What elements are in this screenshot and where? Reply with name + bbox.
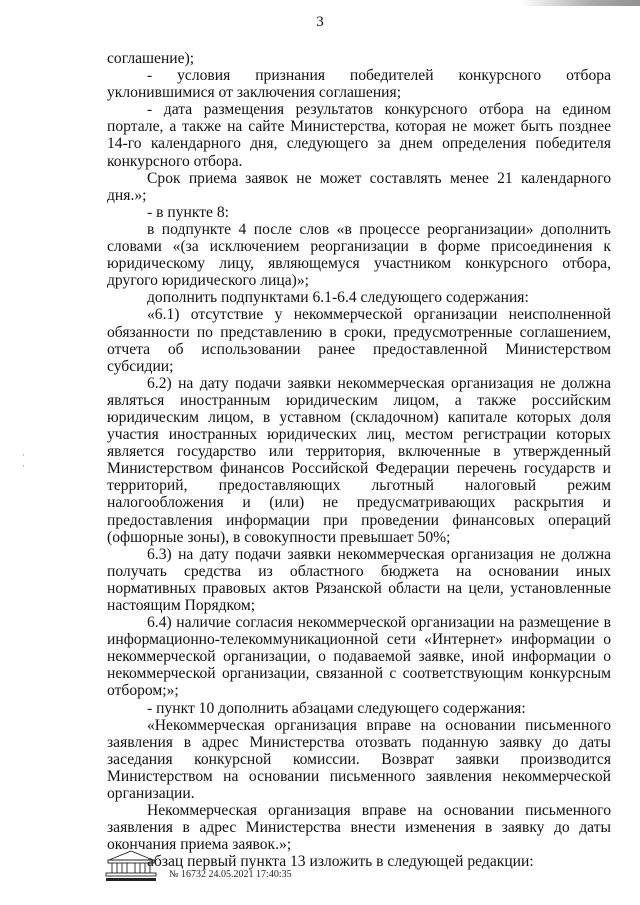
paragraph: Срок приема заявок не может составлять менее 21 календарного дня.»; [107, 169, 611, 204]
paragraph: Некоммерческая организация вправе на основании письменного заявления в адрес Министерства внести изменения в заявку до даты окончания приема заявок.»; [107, 802, 611, 854]
page-number: 3 [316, 14, 324, 30]
paragraph: 6.4) наличие согласия некоммерческой организации на размещение в информационно-телекоммуникационной сети «Интернет» информации о некоммерческой организации, о подаваемой заявке, иной информации о некоммерческой организации, связанной с соответствующим конкурсным отбором;»; [107, 614, 611, 700]
paragraph: «Некоммерческая организация вправе на основании письменного заявления в адрес Министерства отозвать поданную заявку до даты заседания конкурсной комиссии. Возврат заявки производится Министерством на основании письменного заявления некоммерческой организации. [107, 716, 611, 803]
paragraph: - в пункте 8: [147, 203, 229, 221]
paragraph: - условия признания победителей конкурсного отбора уклонившимися от заключения соглашения; [107, 67, 611, 102]
paragraph: в подпункте 4 после слов «в процессе реорганизации» дополнить словами «(за исключением реорганизации в форме присоединения к юридическому лицу, являющемуся участником конкурсного отбора, другого юридического лица)»; [107, 220, 611, 290]
paragraph: дополнить подпунктами 6.1-6.4 следующего содержания: [147, 289, 529, 307]
scan-edge-artifact [520, 0, 640, 6]
paragraph: - пункт 10 дополнить абзацами следующего содержания: [147, 699, 526, 717]
document-body [107, 50, 611, 871]
paragraph: - дата размещения результатов конкурсного отбора на едином портале, а также на сайте Министерства, которая не может быть позднее 14-го календарного дня, следующего за днем определения победителя конкурсного отбора. [107, 101, 611, 170]
footer [103, 848, 363, 884]
scan-speck: · [22, 450, 25, 460]
paragraph: «6.1) отсутствие у некоммерческой организации неисполненной обязанности по представлению в сроки, предусмотренные соглашением, отчета об использовании ранее предоставленной Министерством субсидии; [107, 306, 611, 375]
paragraph: 6.3) на дату подачи заявки некоммерческая организация не должна получать средства из областного бюджета на основании иных нормативных правовых актов Рязанской области на цели, установленные настоящим Порядком; [107, 545, 611, 614]
government-building-logo-icon [103, 848, 159, 882]
scan-speck: · [22, 461, 25, 471]
paragraph: абзац первый пункта 13 изложить в следующей редакции: [147, 853, 534, 871]
paragraph: 6.2) на дату подачи заявки некоммерческая организация не должна являться иностранным юридическим лицом, а также российским юридическим лицом, в уставном (складочном) капитале которых доля участия иностранных юридических лиц, местом регистрации которых является государство или территория, включенные в утвержденный Министерством финансов Российской Федерации перечень государств и территорий, предоставляющих льготный налоговый режим налогообложения и (или) не предусматривающих раскрытия и предоставления информации при проведении финансовых операций (офшорные зоны), в совокупности превышает 50%; [107, 374, 611, 546]
registration-stamp: № 16732 24.05.2021 17:40:35 [169, 869, 292, 880]
paragraph: соглашение); [107, 50, 195, 67]
